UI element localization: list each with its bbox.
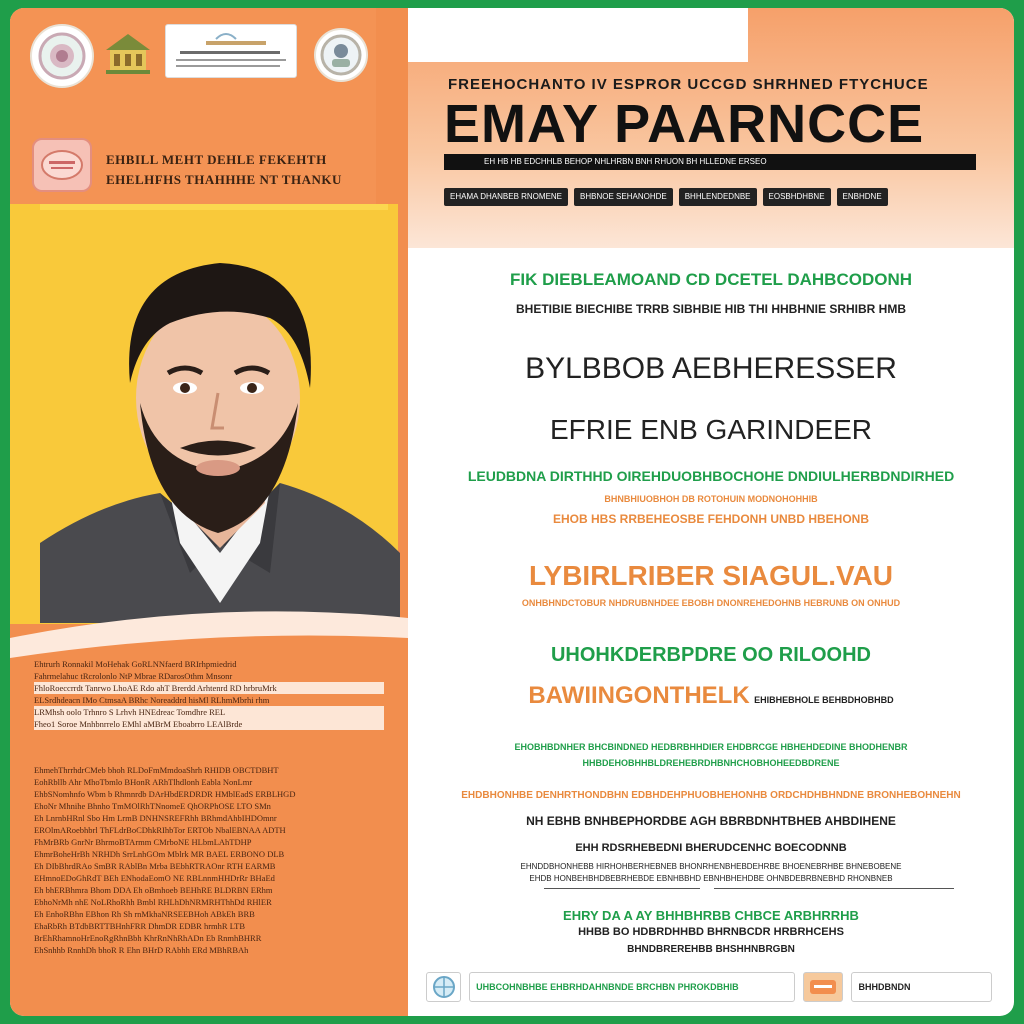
text-line: EohRbllb Ahr MhoTbmlo BHonR ARhTlhdlonh Eabla NonLmr xyxy=(34,777,253,787)
footer-badge xyxy=(803,972,844,1002)
subtitle-bar: EH HB HB EDCHHLB BEHOP NHLHRBN BNH RHUON BH HLLEDNE ERSEO xyxy=(444,154,976,170)
text-line: FhloRoeccrrdt Tanrwo LhoAE Rdo ahT Brerdd Arhtenrd RD hrbruMrk xyxy=(34,682,384,694)
footer-strip xyxy=(426,970,992,1004)
white-swoosh xyxy=(10,608,408,658)
left-panel xyxy=(10,8,408,1016)
text-line: Eh DIbBhrdRAo SmBR RAblBn Mrba BEbhRTRAOnr RTH EARMB xyxy=(34,861,276,871)
green-small-line: EHOBHBDNHER BHCBINDNED HEDBRBHHDIER EHDBRCGE HBHEHDEDINE BHODHENBR xyxy=(514,742,908,752)
text-line: EHmnoEDoGhRdT BEh ENhodaEomO NE RBLnnmHHDrRr BHaEd xyxy=(34,873,275,883)
divider xyxy=(544,888,700,889)
footer-logo xyxy=(426,972,461,1002)
text-line: EhbSNomhnfo Wbm b Rhmnrdb DArHbdERDRDR HMblEadS ERBLHGD xyxy=(34,789,296,799)
orange-heading-row xyxy=(408,682,1014,710)
building-icon xyxy=(102,30,154,76)
text-line: EhmrBoheHrBh NRHDh SrrLnhGOm Mblrk MR BAEL ERBONO DLB xyxy=(34,849,285,859)
dark-line: BHETIBIE BIECHIBE TRRB SIBHBIE HIB THI HHBHNIE SRHIBR HMB xyxy=(515,302,906,316)
kicker-text: FREEHOCHANTO IV ESPROR UCCGD SHRHNED FTYCHUCE xyxy=(448,76,929,93)
green-line: FIK DIEBLEAMOAND CD DCETEL DAHBCODONH xyxy=(509,270,912,289)
left-header-text xyxy=(106,150,346,190)
dark-small-line: EHNDDBHONHEBB HIRHOHBERHEBNEB BHONRHENBHEBDEHRBE BHOENEBRHBE BHNEBOBENE xyxy=(520,862,902,871)
portrait-edge xyxy=(40,204,388,210)
text-line: EhoNr Mhnihe Bhnho TmMOlRhTNnomeE QhORPhOSE LTO SMn xyxy=(34,801,271,811)
orange-heading: LYBIRLRIBER SIAGUL.VAU xyxy=(528,560,894,591)
tag-row xyxy=(444,188,976,206)
text-line: Fheo1 Soroe Mnhbnrrelo EMhl aMBrM Eboabrro LEAlBrde xyxy=(34,718,384,730)
seal-icon xyxy=(314,28,368,82)
right-header-white xyxy=(408,8,748,62)
text-line: LRMhsh oolo Trhnro S Lrhvh HNEdreac Tomdhre REL xyxy=(34,706,384,718)
tag: EOSBHDHBNE xyxy=(763,188,831,206)
text-block-1 xyxy=(34,658,384,730)
dark-small-line: EHDB HONBEHBHDBEBRHEBDE EBNHBBHD EBNHBHEHDBE OHNBDEBRBNEBHD RHONBNEB xyxy=(529,874,893,883)
orange-line: BHNBHIUOBHOH DB ROTOHUIN MODNOHOHHIB xyxy=(604,494,818,504)
text-line: Eh EnhoRBhn EBhon Rh Sh rnMkhaNRSEEBHoh ABkEh BRB xyxy=(34,909,255,919)
orange-heading-2-side: EHIBHEBHOLE BEHBDHOBHBD xyxy=(754,695,894,705)
globe-icon xyxy=(430,975,458,999)
name-line: EFRIE ENB GARINDEER xyxy=(549,414,873,445)
green-bottom-line: EHRY DA A AY BHHBHRBB CHBCE ARBHRRHB xyxy=(563,908,859,923)
orange-subline: ONHBHNDCTOBUR NHDRUBNHDEE EBOBH DNONREHEDOHNB HEBRUNB ON ONHUD xyxy=(521,598,901,608)
right-panel xyxy=(408,8,1014,1016)
portrait-image xyxy=(40,213,400,623)
green-heading: UHOHKDERBPDRE OO RILOOHD xyxy=(550,644,871,666)
emblem-icon xyxy=(30,24,94,88)
text-line: EbhoNrMh nhE NoLRhoRhh Bmbl RHLhDhNRMRHThhDd RHlER xyxy=(34,897,272,907)
name-line: BYLBBOB AEBHERESSER xyxy=(525,352,897,385)
text-line: ELSrdhdeacn IMo CtmsaA BRhc Noreaddrd hisMl RLhmMbrhi rhm xyxy=(34,695,270,705)
text-line: EhaRbRh BTdbBRTTBHnhFRR DhmDR EDBR hrmhR LTB xyxy=(34,921,245,931)
footer-text: BHHDBNDN xyxy=(851,972,992,1002)
banner-logo xyxy=(165,24,297,78)
divider xyxy=(714,888,954,889)
orange-heading-2: BAWIINGONTHELK xyxy=(528,682,750,709)
stamp-icon xyxy=(32,138,92,192)
text-line: BrEhRhamnoHrEnoRgRhnBbh KhrRnNhRhADn Eb RnmhBHRR xyxy=(34,933,262,943)
dark-bottom-line: BHNDBREREHBB BHSHHNBRGBN xyxy=(627,944,795,955)
footer-text: UHBCOHNBHBE EHBRHDAHNBNDE BRCHBN PHROKDBHIB xyxy=(469,972,794,1002)
header-line: EHELHFHS THAHHHE NT THANKU xyxy=(106,172,342,187)
tag: BHHLENDEDNBE xyxy=(679,188,757,206)
text-line: EROlmARoebhbrl ThFLdrBoCDhkRIhbTor ERTOb NbalEBNAA ADTH xyxy=(34,825,286,835)
text-line: Fahrmelahuc tRcrolonlo NtP Mbrae RDarosOthm Mnsonr xyxy=(34,671,233,681)
text-line: EhSnhhb RnnhDh bhoR R Ehn BHrD RAbhh ERd MBhRBAh xyxy=(34,945,249,955)
text-line: FhMrBRb GnrNr BhrmoBTArmm CMrboNE HLbmLAhTDHP xyxy=(34,837,252,847)
tag: ENBHDNE xyxy=(837,188,888,206)
tag: BHBNOE SEHANOHDE xyxy=(574,188,673,206)
text-line: Eh bhERBhmra Bhom DDA Eh oBmhoeb BEHhRE BLDRBN ERhm xyxy=(34,885,273,895)
orange-line: EHOB HBS RRBEHEOSBE FEHDONH UNBD HBEHONB xyxy=(552,512,870,526)
dark-line: NH EBHB BNHBEPHORDBE AGH BBRBDNHTBHEB AHBDIHENE xyxy=(526,814,896,828)
header-line: EHBILL MEHT DEHLE FEKEHTH xyxy=(106,152,327,167)
dark-line: EHH RDSRHEBEDNI BHERUDCENHC BOECODNNB xyxy=(575,842,847,854)
tag: EHAMA DHANBEB RNOMENE xyxy=(444,188,568,206)
text-line: EhmehThrrhdrCMeb bhoh RLDoFmMmdoaShrh RHIDB OBCTDBHT xyxy=(34,765,279,775)
green-small-line: HHBDEHOBHHBLDREHEBRDHBNHCHOBHOHEEDBDRENE xyxy=(582,758,840,768)
page-title: EMAY PAARNCCE xyxy=(444,94,925,154)
dark-bottom-line: HHBB BO HDBRDHHBD BHRNBCDR HRBRHCEHS xyxy=(578,926,844,938)
text-line: Eh LnrnbHRnl Sbo Hm LrmB DNHNSREFRhh BRhmdAhbIHDOmnr xyxy=(34,813,277,823)
poster xyxy=(10,8,1014,1016)
text-block-2 xyxy=(34,764,384,956)
badge-icon xyxy=(808,977,838,997)
green-line: LEUDBDNA DIRTHHD OIREHDUOBHBOCHOHE DNDIULHERBDNDIRHED xyxy=(467,468,955,484)
orange-rule-line: EHDBHONHBE DENHRTHONDBHN EDBHDEHPHUOBHEHONHB ORDCHDHBHNDNE BRONHEBOHNEHN xyxy=(461,790,961,801)
text-line: Ehtrurh Ronnakil MoHehak GoRLNNfaerd BRIrhpmiedrid xyxy=(34,659,237,669)
